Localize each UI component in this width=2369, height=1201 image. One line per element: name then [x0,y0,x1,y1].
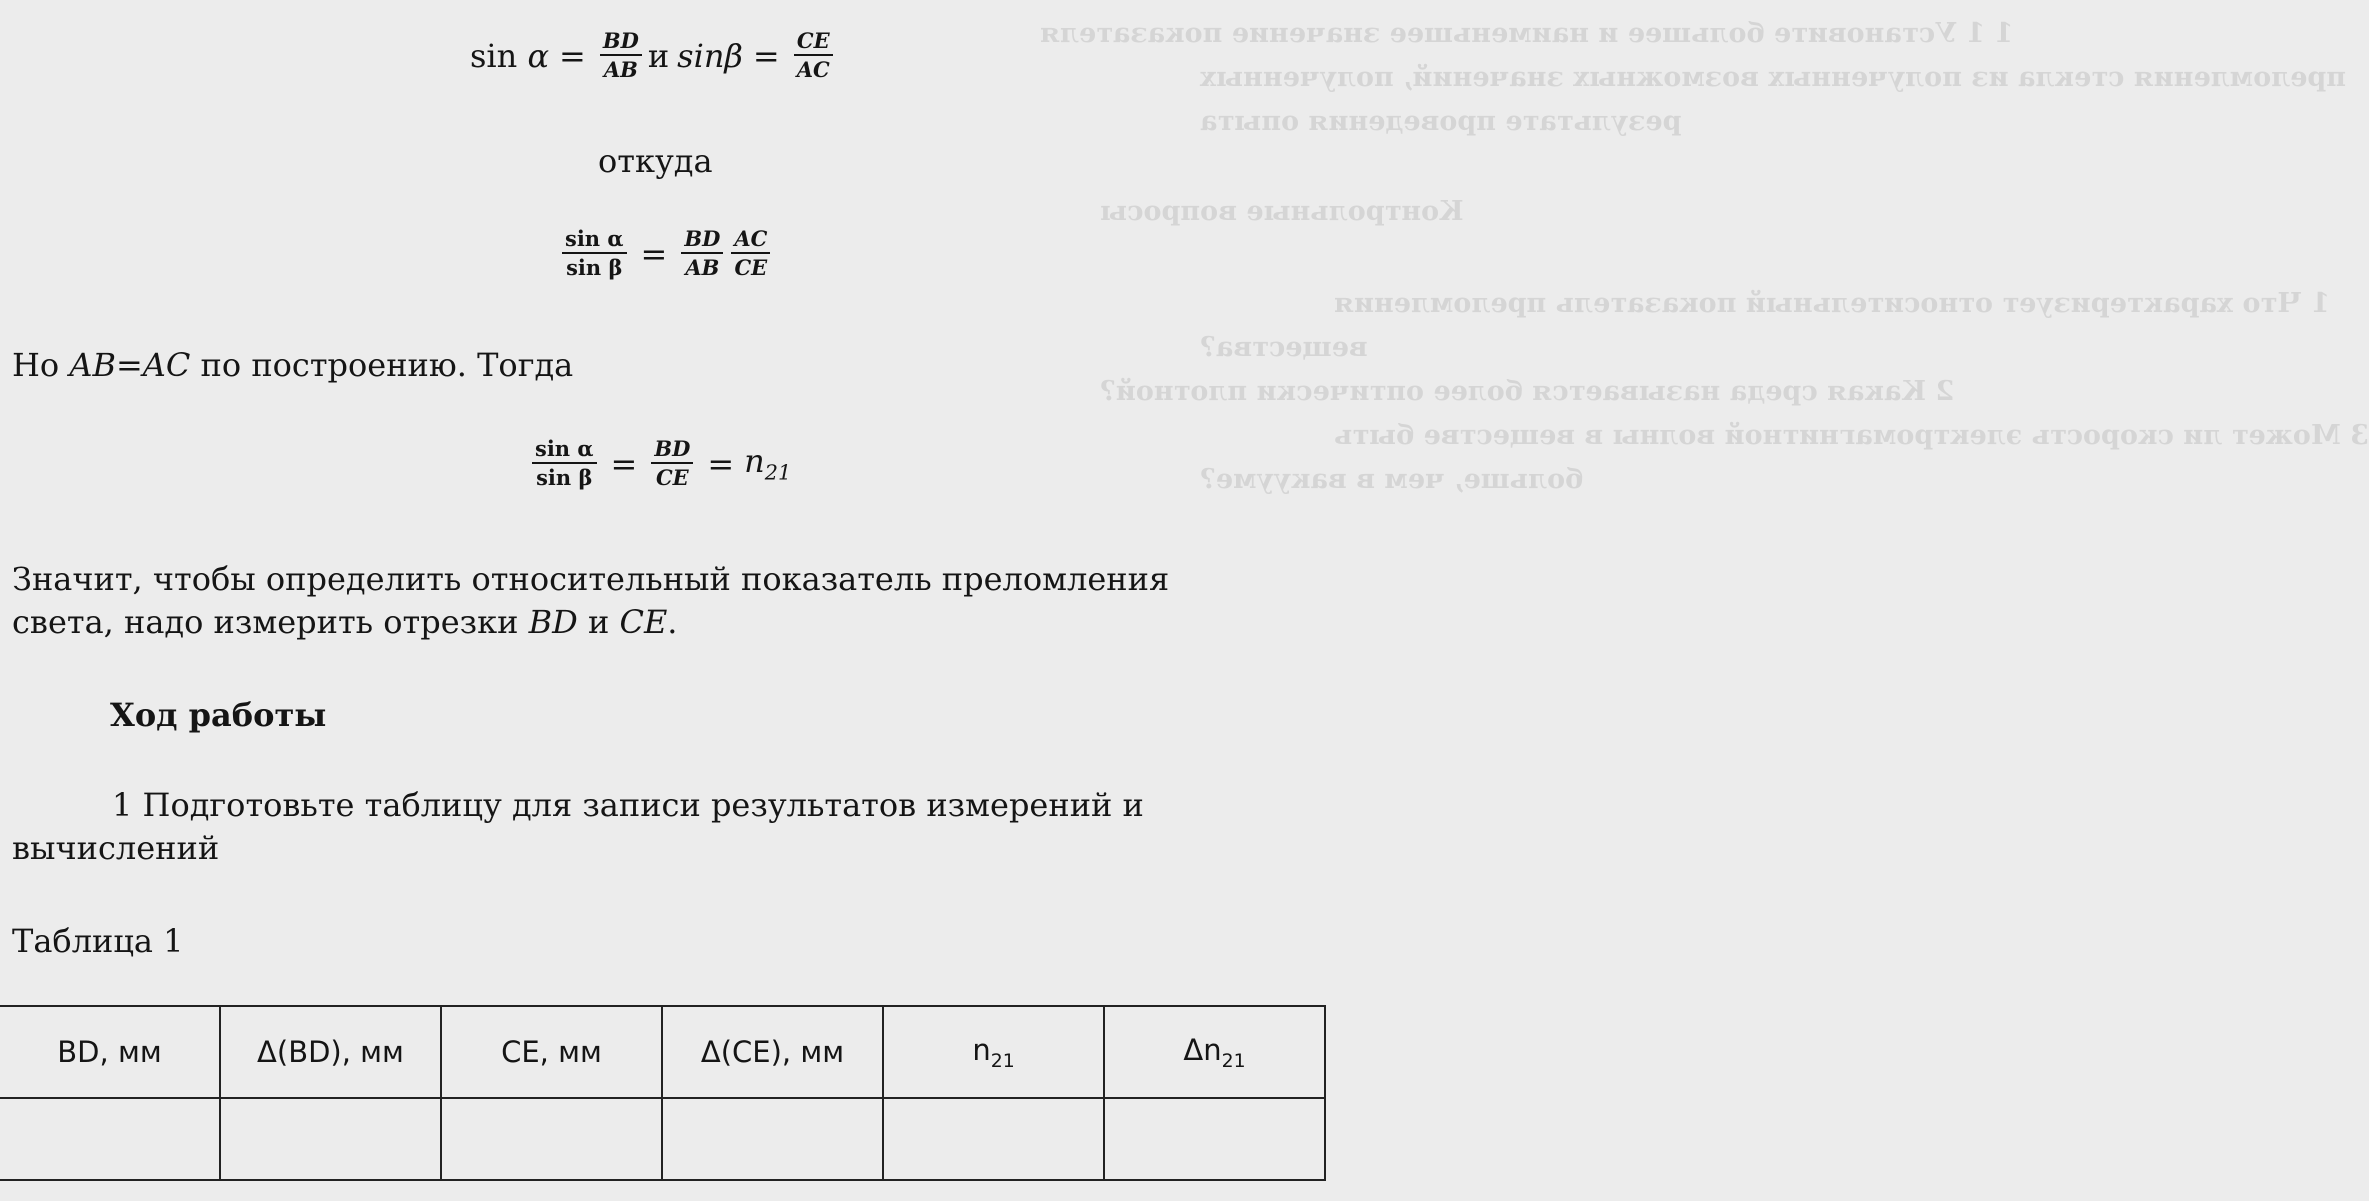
sin-text: sin [470,36,518,75]
sin-beta-text: sinβ [677,36,743,75]
fraction-denominator: sin β [536,465,593,491]
paragraph-dot: . [667,603,678,642]
ab-ac-expression: AB=AC [69,346,191,384]
step-1-text [12,784,1144,870]
bleed-text-7: 2 Какая среда называется более оптически плотной? [1100,376,1955,407]
bleed-text-8: 3 Может ли скорость электромагнитной волны в веществе быть [1334,420,2369,451]
word-otkuda: откуда [598,142,713,180]
line-prefix: Но [12,346,70,384]
header-label: Δ(BD), мм [257,1035,404,1069]
fraction-sin-ratio [532,438,597,489]
header-cell-bd [0,1006,220,1098]
fraction-numerator: BD [681,228,723,254]
equals-sign-2: = [707,444,735,483]
fraction-ac-ce [731,228,770,279]
fraction-denominator: CE [734,255,768,281]
header-label: Δ(CE), мм [700,1035,845,1069]
bleed-text-4: Контрольные вопросы [1100,196,1464,227]
equals-sign-2: = [752,36,780,75]
segment-bd: BD [528,603,578,642]
fraction-bd-ab [681,228,723,279]
formula-sin-ratios [470,30,837,81]
fraction-numerator: BD [600,30,642,56]
bleed-text-9: больше, чем в вакууме? [1200,464,1584,495]
step-1-line-2: вычислений [12,829,220,868]
table-cell[interactable] [662,1098,883,1180]
section-heading: Ход работы [110,696,327,734]
table-cell[interactable] [883,1098,1104,1180]
bleed-text-6: вещества? [1200,332,1368,363]
table-cell[interactable] [220,1098,441,1180]
header-label: CE, мм [501,1035,602,1069]
fraction-denominator: AC [796,57,830,83]
alpha-symbol: α [527,36,550,75]
table-header-row [0,1006,1325,1098]
line-suffix: по построению. Тогда [190,346,574,384]
equals-sign: = [640,234,668,273]
bleed-text-2: преломления стекла из полученных возможных значений, полученных [1200,62,2347,93]
fraction-denominator: AB [685,255,720,281]
header-cell-n21 [883,1006,1104,1098]
segment-ce: CE [619,603,668,642]
header-label: n [972,1032,991,1067]
header-cell-delta-n21 [1104,1006,1325,1098]
header-label: BD, мм [57,1035,162,1069]
bleed-text-3: результате проведения опыта [1200,106,1682,137]
n-subscript: 21 [764,460,792,485]
header-subscript: 21 [990,1050,1015,1072]
table-caption: Таблица 1 [12,922,184,960]
header-label: Δn [1183,1032,1222,1067]
paragraph-conclusion [12,558,1169,644]
table-row [0,1098,1325,1180]
n-letter: n [744,442,765,481]
results-table [0,1005,1326,1181]
table-cell[interactable] [1104,1098,1325,1180]
fraction-numerator: AC [731,228,770,254]
fraction-sin-ratio [562,228,627,279]
bleed-text-1: 1 1 Установите большее и наименьшее значение показателя [1040,18,2014,49]
line-ab-equals-ac [12,344,573,387]
fraction-numerator: CE [794,30,833,56]
paragraph-line-2 [12,601,1169,644]
paragraph-line-1: Значит, чтобы определить относительный показатель преломления [12,560,1170,598]
step-1-line-1: 1 Подготовьте таблицу для записи результатов измерений и [112,786,1144,824]
header-cell-delta-ce [662,1006,883,1098]
fraction-bd-ab [600,30,642,81]
paragraph-and: и [577,603,620,642]
fraction-ce-ac [794,30,833,81]
fraction-numerator: sin α [562,228,627,254]
fraction-numerator: sin α [532,438,597,464]
equals-sign: = [559,36,586,75]
fraction-numerator: BD [651,438,693,464]
n21-symbol [744,442,791,484]
formula-ratio-product [558,228,774,279]
equals-sign: = [610,444,638,483]
fraction-denominator: CE [655,465,689,491]
bleed-text-5: 1 Что характеризует относительный показатель преломления [1334,288,2331,319]
fraction-bd-ce [651,438,693,489]
header-cell-ce [441,1006,662,1098]
fraction-denominator: AB [603,57,638,83]
paragraph-text: света, надо измерить отрезки [12,603,529,642]
fraction-denominator: sin β [566,255,623,281]
header-cell-delta-bd [220,1006,441,1098]
header-subscript: 21 [1221,1050,1246,1072]
conjunction: и [647,36,670,75]
table-cell[interactable] [441,1098,662,1180]
formula-refraction-index [528,438,791,489]
table-cell[interactable] [0,1098,220,1180]
